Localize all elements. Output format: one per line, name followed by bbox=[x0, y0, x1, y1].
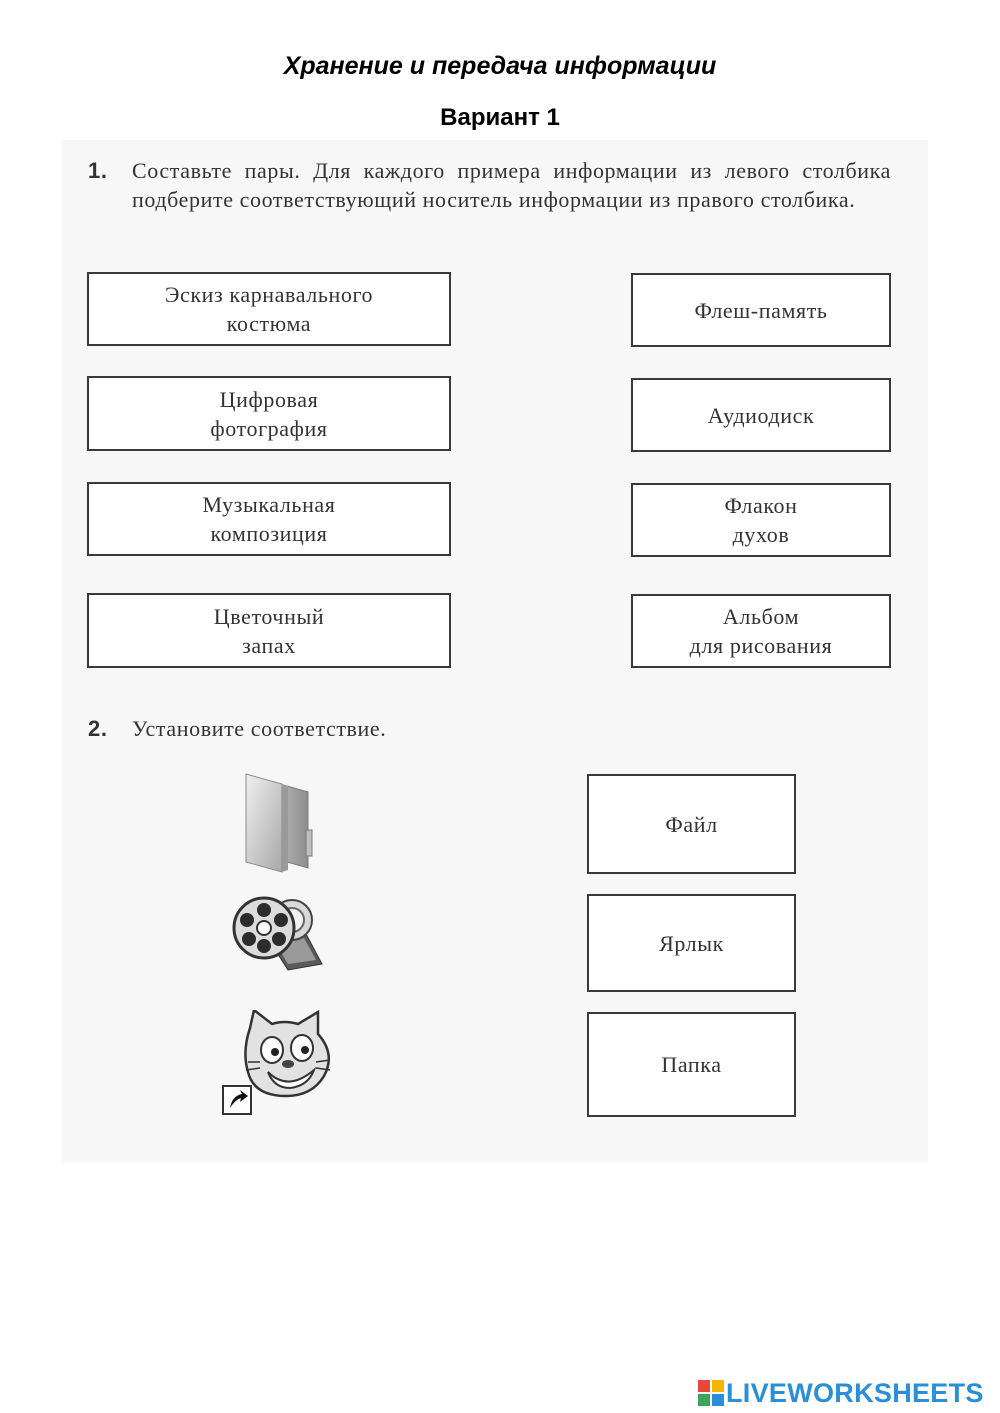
right-item-3-line1: Флакон bbox=[724, 493, 798, 518]
option-folder[interactable] bbox=[587, 1012, 796, 1117]
right-item-1-line1: Флеш-память bbox=[694, 297, 828, 323]
right-item-2-line1: Аудиодиск bbox=[707, 402, 815, 428]
right-item-4[interactable] bbox=[631, 594, 891, 668]
left-item-4-line2: запах bbox=[242, 632, 296, 658]
left-item-2[interactable] bbox=[87, 376, 451, 451]
right-item-4-line2: для рисования bbox=[689, 633, 833, 658]
option-folder-label: Папка bbox=[661, 1052, 722, 1077]
right-item-2[interactable] bbox=[631, 378, 891, 452]
right-item-3-line2: духов bbox=[732, 522, 790, 547]
left-item-1[interactable] bbox=[87, 272, 451, 346]
liveworksheets-logo-icon bbox=[698, 1380, 724, 1406]
left-item-3-line1: Музыкальная bbox=[202, 492, 336, 517]
document-title: Хранение и передача информации bbox=[283, 52, 717, 80]
left-item-4-line1: Цветочный bbox=[213, 603, 325, 629]
right-item-4-line1: Альбом bbox=[722, 604, 800, 629]
cat-shortcut-icon[interactable] bbox=[220, 1010, 340, 1116]
task-1 bbox=[88, 156, 891, 246]
task-1-instruction: Составьте пары. Для каждого примера информации из левого столбика подберите соответствующий носитель информации из правого столбика. bbox=[132, 158, 891, 212]
left-item-2-line2: фотография bbox=[210, 415, 328, 441]
variant-label: Вариант 1 bbox=[440, 104, 560, 131]
task-1-number: 1. bbox=[88, 158, 108, 183]
film-reel-icon[interactable] bbox=[230, 890, 326, 976]
right-item-1[interactable] bbox=[631, 273, 891, 347]
option-file-label: Файл bbox=[665, 811, 718, 837]
task-2-number: 2. bbox=[88, 716, 108, 741]
left-item-4[interactable] bbox=[87, 593, 451, 668]
left-item-1-line2: костюма bbox=[226, 311, 312, 336]
folder-icon[interactable] bbox=[236, 770, 320, 874]
left-item-2-line1: Цифровая bbox=[219, 386, 319, 412]
liveworksheets-brand: LIVEWORKSHEETS bbox=[726, 1378, 984, 1408]
left-item-1-line1: Эскиз карнавального bbox=[164, 282, 374, 307]
option-file[interactable] bbox=[587, 774, 796, 874]
left-item-3-line2: композиция bbox=[210, 521, 328, 546]
left-item-3[interactable] bbox=[87, 482, 451, 556]
right-item-3[interactable] bbox=[631, 483, 891, 557]
option-shortcut-label: Ярлык bbox=[659, 930, 724, 956]
option-shortcut[interactable] bbox=[587, 894, 796, 992]
task-2-instruction: Установите соответствие. bbox=[132, 716, 387, 741]
liveworksheets-logo[interactable] bbox=[694, 1378, 994, 1410]
task-2 bbox=[88, 714, 508, 746]
